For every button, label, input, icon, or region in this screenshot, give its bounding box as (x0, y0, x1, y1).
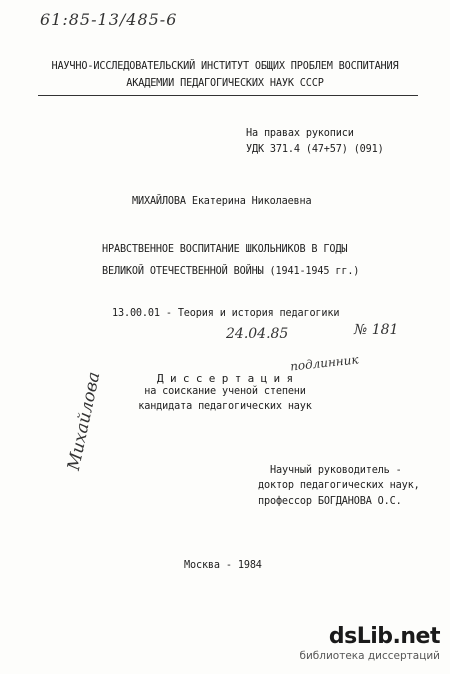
header-rule (38, 95, 418, 96)
archive-mark: 61:85-13/485-6 (40, 10, 178, 29)
title-line-1: НРАВСТВЕННОЕ ВОСПИТАНИЕ ШКОЛЬНИКОВ В ГОДЫ (102, 244, 348, 255)
city-year: Москва - 1984 (184, 560, 262, 571)
degree-line-2: кандидата педагогических наук (138, 401, 312, 412)
institute-line-1: НАУЧНО-ИССЛЕДОВАТЕЛЬСКИЙ ИНСТИТУТ ОБЩИХ ПРОБЛЕМ ВОСПИТАНИЯ (51, 61, 399, 72)
watermark-logo (329, 624, 440, 649)
supervisor-line-1: Научный руководитель - (270, 465, 402, 476)
supervisor-line-3: профессор БОГДАНОВА О.С. (258, 496, 402, 507)
handwritten-note: подлинник (289, 352, 360, 374)
rights-note: На правах рукописи (246, 128, 354, 139)
handwritten-date: 24.04.85 (226, 326, 289, 342)
handwritten-signature: Михайлова (64, 370, 105, 473)
specialty: 13.00.01 - Теория и история педагогики (112, 308, 340, 319)
udk-code: УДК 371.4 (47+57) (091) (246, 144, 384, 155)
title-line-2: ВЕЛИКОЙ ОТЕЧЕСТВЕННОЙ ВОЙНЫ (1941-1945 гг.) (102, 266, 360, 277)
doc-type: Д и с с е р т а ц и я (157, 372, 293, 385)
supervisor-line-2: доктор педагогических наук, (258, 480, 420, 491)
handwritten-number: № 181 (354, 322, 399, 338)
author-name: МИХАЙЛОВА Екатерина Николаевна (132, 196, 312, 207)
watermark-subtitle: библиотека диссертаций (299, 650, 440, 662)
watermark-brand: dsLib.net (328, 624, 440, 649)
institute-line-2: АКАДЕМИИ ПЕДАГОГИЧЕСКИХ НАУК СССР (126, 78, 324, 89)
degree-line-1: на соискание ученой степени (144, 386, 306, 397)
